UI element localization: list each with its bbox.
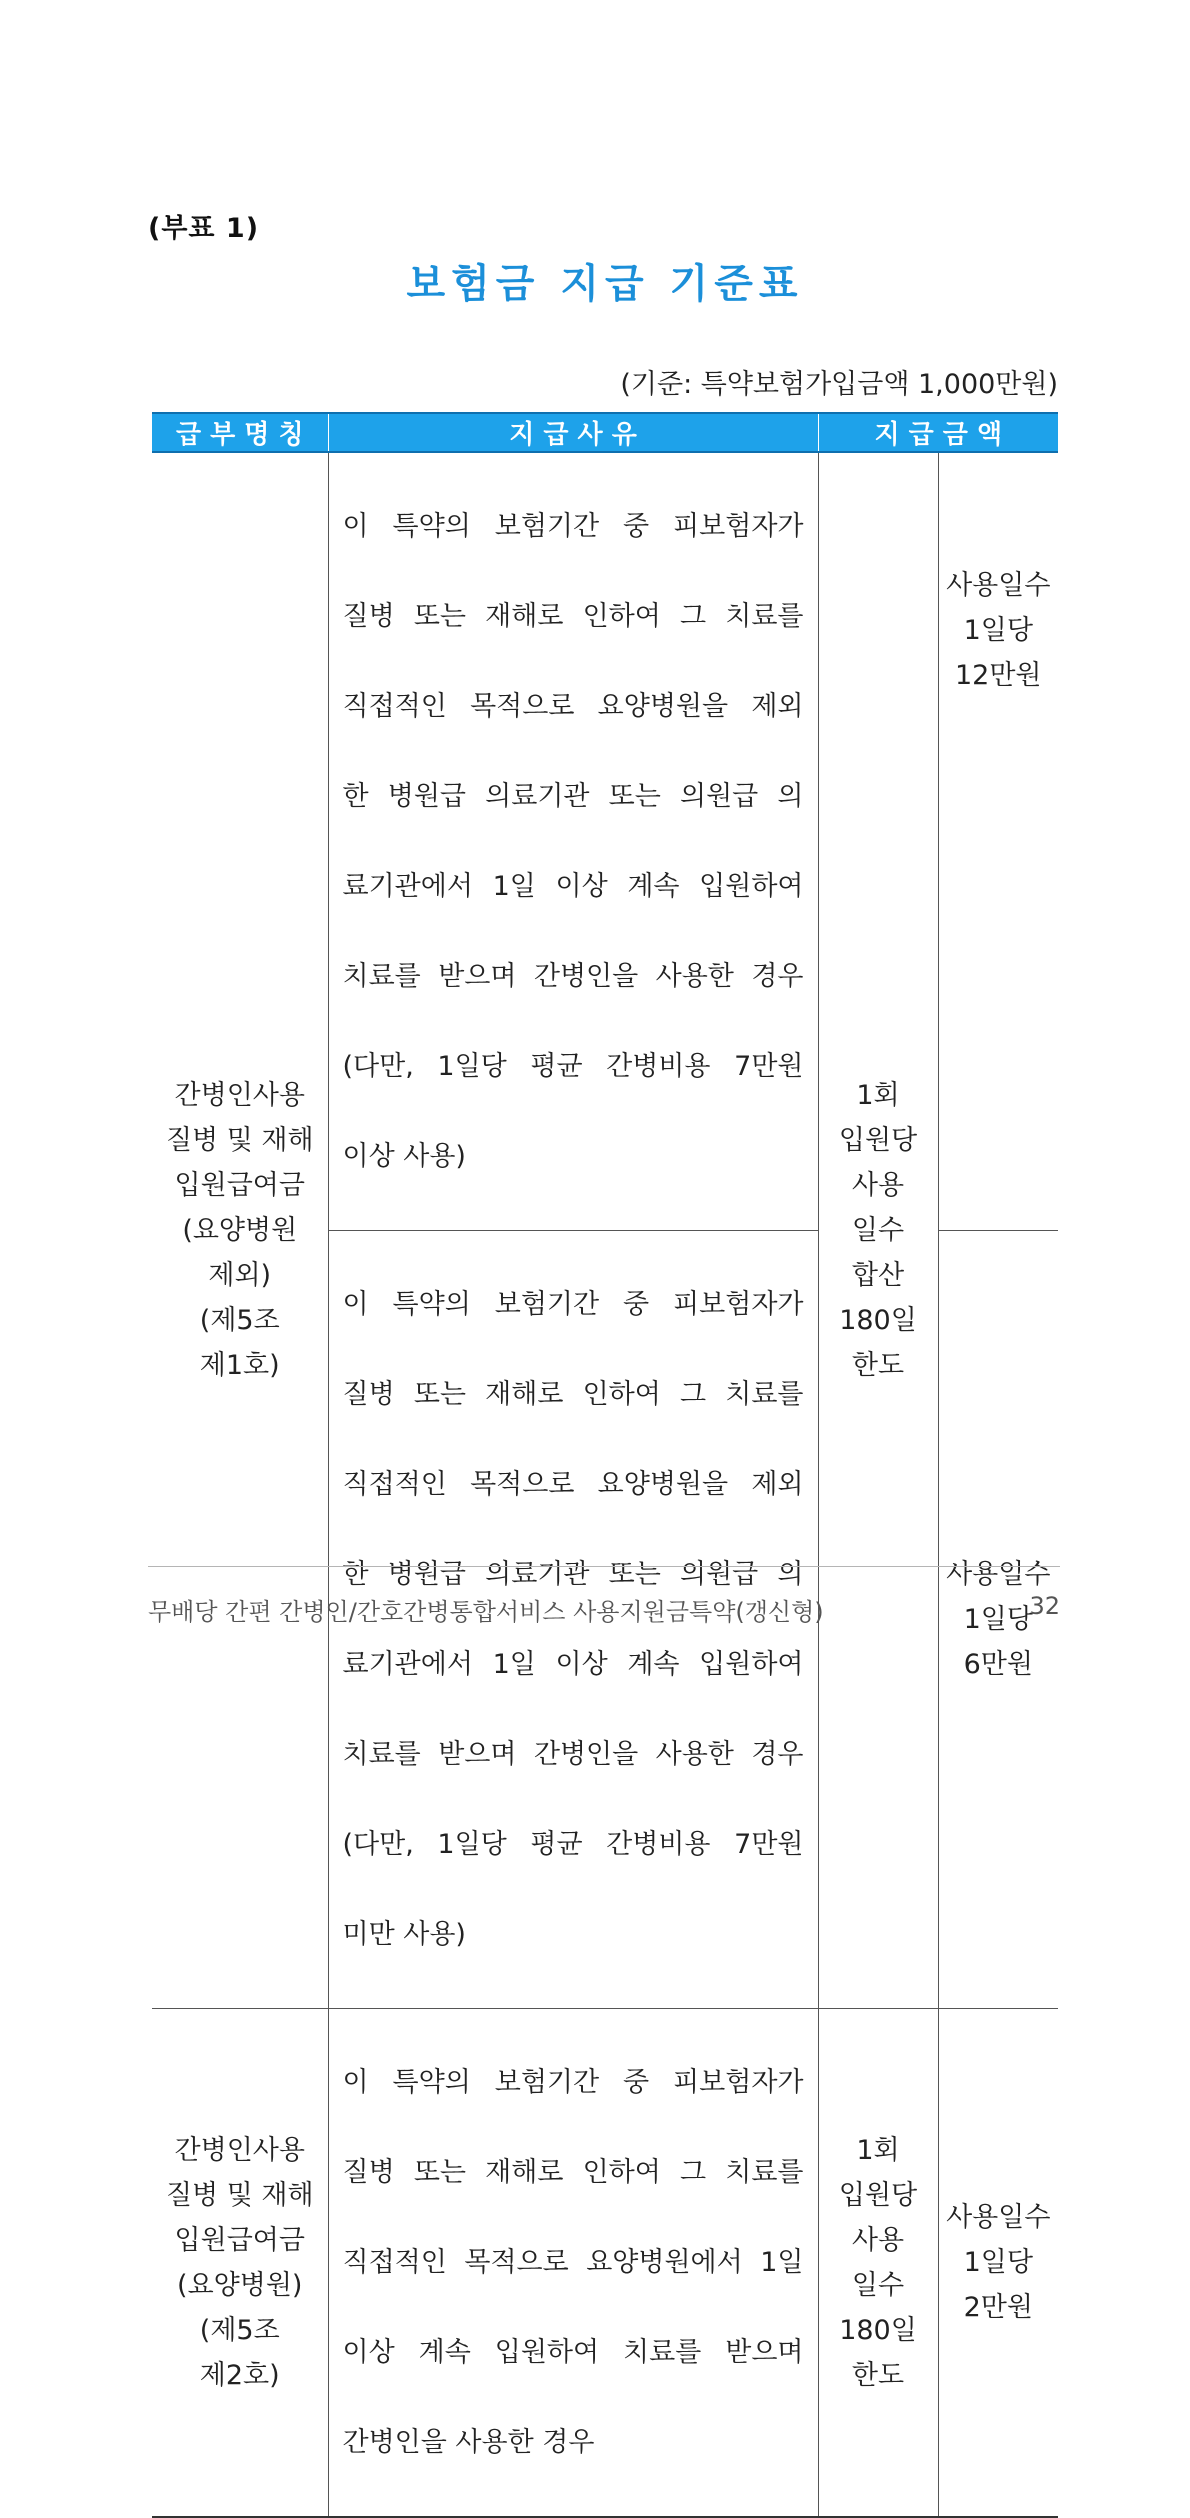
payment-amount-cell: 사용일수 1일당 2만원 — [938, 2009, 1058, 2518]
page-number: 32 — [1029, 1592, 1060, 1620]
reason-line: 미만 사용) — [342, 1919, 466, 1950]
payment-reason-cell — [328, 2009, 818, 2518]
reason-line: 치료를 받으며 간병인을 사용한 경우 — [342, 961, 804, 992]
table-row — [152, 452, 1058, 1231]
reason-line: 료기관에서 1일 이상 계속 입원하여 — [342, 871, 804, 902]
reason-line: 간병인을 사용한 경우 — [342, 2427, 595, 2458]
reason-line: 한 병원급 의료기관 또는 의원급 의 — [342, 781, 804, 812]
reason-line: 직접적인 목적으로 요양병원을 제외 — [342, 691, 804, 722]
reason-line: 직접적인 목적으로 요양병원을 제외 — [342, 1469, 804, 1500]
reason-line: 이 특약의 보험기간 중 피보험자가 — [342, 2067, 804, 2098]
reason-line: 료기관에서 1일 이상 계속 입원하여 — [342, 1649, 804, 1680]
reason-line: 이상 계속 입원하여 치료를 받으며 — [342, 2337, 804, 2368]
page-title: 보험금 지급 기준표 — [406, 261, 804, 307]
payment-amount-cell: 사용일수 1일당 12만원 — [938, 452, 1058, 1231]
footer-divider — [148, 1566, 1060, 1567]
benefit-payment-table — [152, 412, 1058, 2518]
table-row — [152, 2009, 1058, 2518]
reason-line: 질병 또는 재해로 인하여 그 치료를 — [342, 2157, 804, 2188]
payment-reason-cell — [328, 452, 818, 1231]
payment-amount-cell: 사용일수 1일당 6만원 — [938, 1231, 1058, 2009]
reason-line: 질병 또는 재해로 인하여 그 치료를 — [342, 601, 804, 632]
reason-line: 이 특약의 보험기간 중 피보험자가 — [342, 1289, 804, 1320]
annex-label: (부표 1) — [148, 213, 260, 244]
basis-note: (기준: 특약보험가입금액 1,000만원) — [620, 369, 1058, 400]
reason-line: 직접적인 목적으로 요양병원에서 1일 — [342, 2247, 804, 2278]
reason-line: (다만, 1일당 평균 간병비용 7만원 — [342, 1051, 804, 1082]
reason-line: 질병 또는 재해로 인하여 그 치료를 — [342, 1379, 804, 1410]
reason-line: 한 병원급 의료기관 또는 의원급 의 — [342, 1559, 804, 1590]
footer-document-title: 무배당 간편 간병인/간호간병통합서비스 사용지원금특약(갱신형) — [148, 1598, 824, 1626]
reason-line: (다만, 1일당 평균 간병비용 7만원 — [342, 1829, 804, 1860]
header-benefit-name: 급 부 명 칭 — [152, 413, 328, 452]
payment-limit-cell: 1회 입원당 사용 일수 합산 180일 한도 — [818, 452, 938, 2009]
payment-limit-cell: 1회 입원당 사용 일수 180일 한도 — [818, 2009, 938, 2518]
header-payment-reason: 지 급 사 유 — [328, 413, 818, 452]
reason-line: 이 특약의 보험기간 중 피보험자가 — [342, 511, 804, 542]
benefit-name-cell-nursing-hospital: 간병인사용 질병 및 재해 입원급여금 (요양병원) (제5조 제2호) — [152, 2009, 328, 2518]
header-payment-amount: 지 급 금 액 — [818, 413, 1058, 452]
reason-line: 이상 사용) — [342, 1141, 466, 1172]
table-header-row — [152, 413, 1058, 452]
benefit-name-cell-general: 간병인사용 질병 및 재해 입원급여금 (요양병원 제외) (제5조 제1호) — [152, 452, 328, 2009]
reason-line: 치료를 받으며 간병인을 사용한 경우 — [342, 1739, 804, 1770]
